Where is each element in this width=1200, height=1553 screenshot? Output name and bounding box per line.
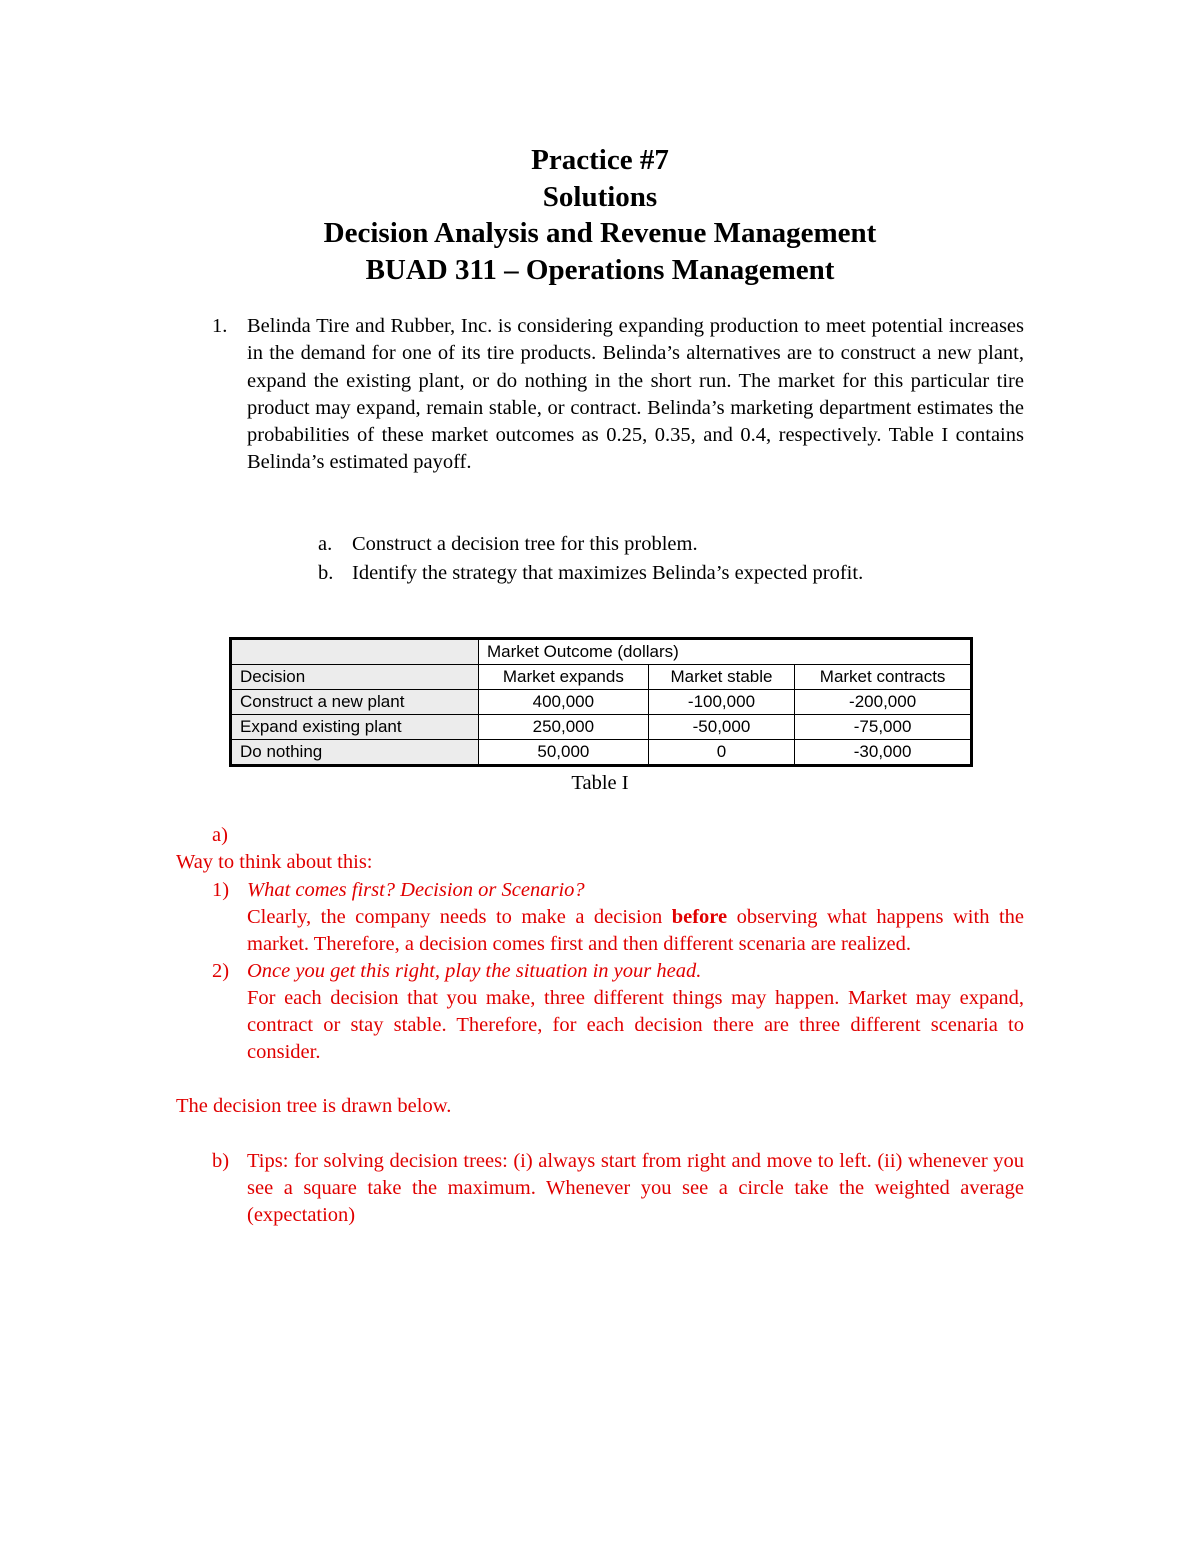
table-row <box>231 740 972 766</box>
answer-b <box>212 1148 1024 1229</box>
document-title <box>0 142 1200 288</box>
question-part-a <box>318 530 1018 559</box>
table-row-label: Do nothing <box>231 740 479 766</box>
table-row <box>231 690 972 715</box>
table-row-label: Expand existing plant <box>231 715 479 740</box>
step-question: What comes first? Decision or Scenario? <box>247 879 585 901</box>
answer-a-steps <box>212 877 1024 1066</box>
answer-step-1 <box>212 877 1024 958</box>
table-group-header: Market Outcome (dollars) <box>479 639 972 665</box>
part-label: b. <box>318 562 334 584</box>
answer-step-2 <box>212 958 1024 1066</box>
part-label: a. <box>318 533 333 555</box>
title-practice: Practice #7 <box>531 144 669 176</box>
question-1 <box>212 313 1024 477</box>
step-question: Once you get this right, play the situation in your head. <box>247 960 702 982</box>
title-topic: Decision Analysis and Revenue Management <box>323 217 877 249</box>
step-body <box>247 904 1024 958</box>
tree-note: The decision tree is drawn below. <box>176 1095 452 1117</box>
table-cell: -200,000 <box>795 690 972 715</box>
question-parts <box>318 530 1018 588</box>
table-header-expands: Market expands <box>479 665 649 690</box>
table-caption: Table I <box>571 772 629 794</box>
table-cell-empty <box>231 639 479 665</box>
table-cell: -100,000 <box>648 690 794 715</box>
title-solutions: Solutions <box>542 180 658 213</box>
step-body-end: observing what happens with the market. Therefore, a decision comes first and then different scenaria are realized. <box>247 906 1024 955</box>
table-group-header-row <box>231 639 972 665</box>
question-part-b <box>318 559 1018 588</box>
table-cell: 400,000 <box>479 690 649 715</box>
table-header-contracts: Market contracts <box>795 665 972 690</box>
answer-a-label: a) <box>212 824 228 846</box>
step-body-start: Clearly, the company needs to make a decision <box>247 906 672 928</box>
answer-b-text: Tips: for solving decision trees: (i) always start from right and move to left. (ii) whenever you see a square take the maximum. Whenever you see a circle take the weighted average (expectation) <box>247 1150 1024 1226</box>
table-cell: 250,000 <box>479 715 649 740</box>
table-cell: -30,000 <box>795 740 972 766</box>
question-number: 1. <box>212 315 228 337</box>
part-text: Identify the strategy that maximizes Belinda’s expected profit. <box>352 562 864 584</box>
step-body: For each decision that you make, three different things may happen. Market may expand, contract or stay stable. Therefore, for each decision there are three different scenaria to consider. <box>247 987 1024 1063</box>
step-number: 1) <box>212 879 230 901</box>
title-course: BUAD 311 – Operations Management <box>365 253 835 286</box>
table-cell: -75,000 <box>795 715 972 740</box>
table-row-label: Construct a new plant <box>231 690 479 715</box>
part-text: Construct a decision tree for this problem. <box>352 533 698 555</box>
step-body-emphasis: before <box>671 906 728 928</box>
answer-a-intro: Way to think about this: <box>176 851 373 873</box>
table-cell: 50,000 <box>479 740 649 766</box>
table-cell: 0 <box>648 740 794 766</box>
payoff-table <box>229 637 973 767</box>
question-text: Belinda Tire and Rubber, Inc. is considering expanding production to meet potential increases in the demand for one of its tire products. Belinda’s alternatives are to construct a new plant, expand the existing plant, or do nothing in the short run. The market for this particular tire product may expand, remain stable, or contract. Belinda’s marketing department estimates the probabilities of these market outcomes as 0.25, 0.35, and 0.4, respectively. Table I contains Belinda’s estimated payoff. <box>247 315 1024 474</box>
table-cell: -50,000 <box>648 715 794 740</box>
table-header-row <box>231 665 972 690</box>
table-row <box>231 715 972 740</box>
table-header-decision: Decision <box>231 665 479 690</box>
table-header-stable: Market stable <box>648 665 794 690</box>
answer-b-label: b) <box>212 1150 230 1172</box>
step-number: 2) <box>212 960 230 982</box>
